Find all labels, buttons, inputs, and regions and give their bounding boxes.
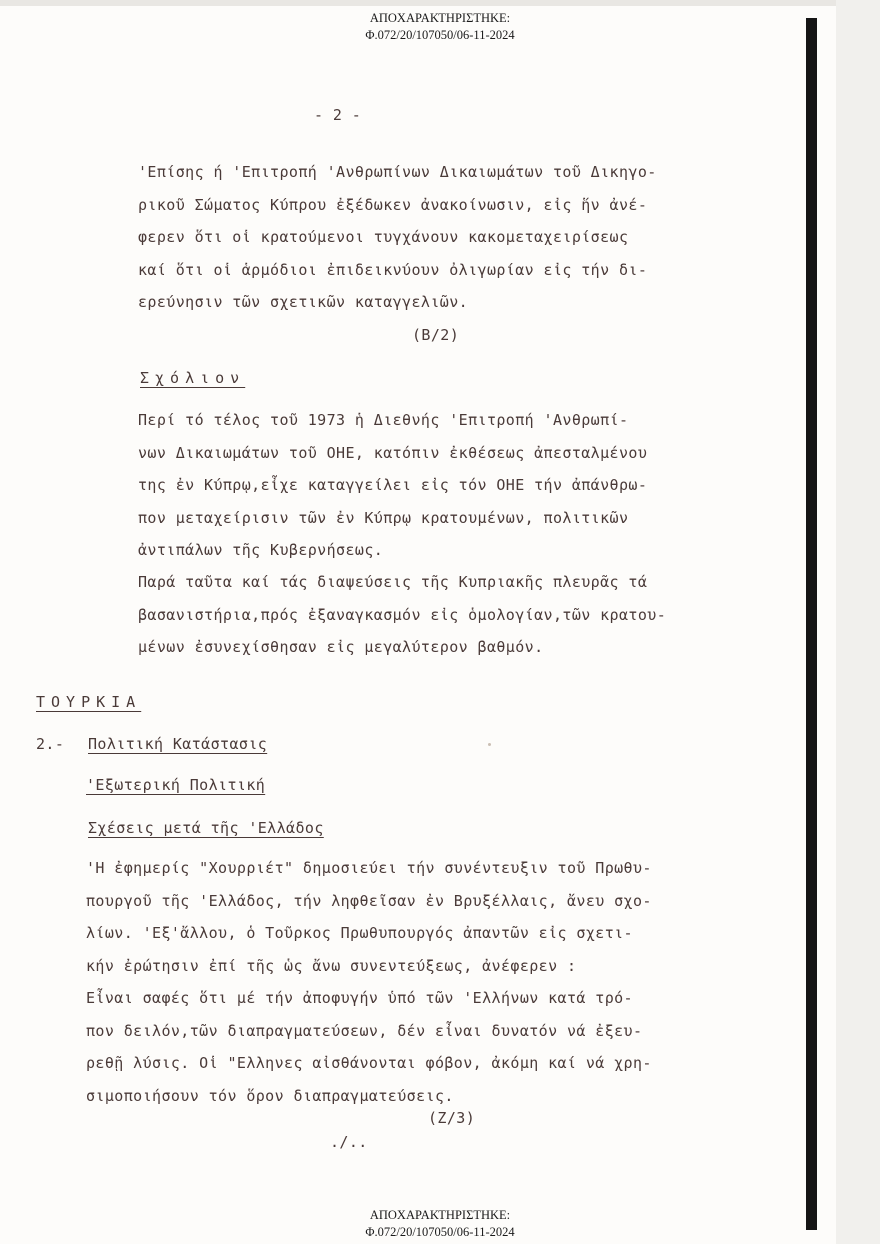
- scan-right-margin: [836, 0, 880, 1244]
- heading-scholion: Σχόλιον: [140, 369, 246, 387]
- text-line: ρεθῇ λύσις. Οἱ "Ελληνες αἰσθάνονται φόβον, ἀκόμη καί νά χρη-: [86, 1054, 652, 1072]
- declassification-stamp-bottom: [0, 1207, 880, 1241]
- text-line: φερεν ὅτι οἱ κρατούμενοι τυγχάνουν κακομεταχειρίσεως: [138, 228, 629, 246]
- paragraph-human-rights: [138, 156, 657, 319]
- text-line: ρικοῦ Σώματος Κύπρου ἐξέδωκεν ἀνακοίνωσιν, εἰς ἥν ἀνέ-: [138, 195, 648, 214]
- text-line: Εἶναι σαφές ὅτι μέ τήν ἀποφυγήν ὑπό τῶν 'Ελλήνων κατά τρό-: [86, 989, 633, 1007]
- text-line: 'Επίσης ή 'Επιτροπή 'Ανθρωπίνων Δικαιωμάτων τοῦ Δικηγο-: [138, 163, 657, 181]
- text-line: ερεύνησιν τῶν σχετικῶν καταγγελιῶν.: [138, 293, 469, 311]
- text-line: νων Δικαιωμάτων τοῦ ΟΗΕ, κατόπιν ἐκθέσεως ἀπεσταλμένου: [138, 443, 648, 462]
- paragraph-pm-quote: [86, 982, 652, 1112]
- page-number: - 2 -: [314, 106, 362, 124]
- paragraph-un-commission: [138, 404, 647, 567]
- text-line: ἀντιπάλων τῆς Κυβερνήσεως.: [138, 541, 384, 559]
- stamp-line-2: Φ.072/20/107050/06-11-2024: [365, 1225, 515, 1239]
- reference-z3: (Ζ/3): [428, 1109, 476, 1127]
- text-line: σιμοποιήσουν τόν ὅρον διαπραγματεύσεις.: [86, 1086, 454, 1105]
- text-line: μένων ἐσυνεχίσθησαν εἰς μεγαλύτερον βαθμόν.: [138, 638, 544, 656]
- scan-top-shadow: [0, 0, 880, 6]
- stamp-line-1: ΑΠΟΧΑΡΑΚΤΗΡΙΣΤΗΚΕ:: [369, 1208, 511, 1222]
- text-line: βασανιστήρια,πρός ἐξαναγκασμόν εἰς ὁμολογίαν,τῶν κρατου-: [138, 605, 667, 624]
- heading-foreign-policy: 'Εξωτερική Πολιτική: [86, 776, 266, 794]
- heading-turkey: ΤΟΥΡΚΙΑ: [36, 693, 142, 711]
- text-line: της ἐν Κύπρῳ,εἶχε καταγγείλει εἰς τόν ΟΗΕ τήν ἀπάνθρω-: [138, 476, 648, 494]
- text-line: Παρά ταῦτα καί τάς διαψεύσεις τῆς Κυπριακῆς πλευρᾶς τά: [138, 573, 648, 591]
- text-line: κήν ἐρώτησιν ἐπί τῆς ὡς ἄνω συνεντεύξεως, ἀνέφερεν :: [86, 956, 577, 975]
- text-line: πον μεταχείρισιν τῶν ἐν Κύπρῳ κρατουμένων, πολιτικῶν: [138, 508, 629, 527]
- text-line: πον δειλόν,τῶν διαπραγματεύσεων, δέν εἶναι δυνατόν νά ἐξευ-: [86, 1021, 643, 1040]
- text-line: 'Η ἐφημερίς "Χουρριέτ" δημοσιεύει τήν συνέντευξιν τοῦ Πρωθυ-: [86, 859, 652, 877]
- scan-edge-bar: [806, 18, 817, 1230]
- section-number: 2.-: [36, 735, 65, 753]
- text-line: πουργοῦ τῆς 'Ελλάδος, τήν ληφθεῖσαν ἐν Βρυξέλλαις, ἄνευ σχο-: [86, 891, 652, 910]
- declassification-stamp-top: [0, 10, 880, 44]
- text-line: λίων. 'Εξ'ἄλλου, ὁ Τοῦρκος Πρωθυπουργός ἀπαντῶν εἰς σχετι-: [86, 924, 633, 942]
- stamp-line-2: Φ.072/20/107050/06-11-2024: [365, 28, 515, 42]
- text-line: Περί τό τέλος τοῦ 1973 ἡ Διεθνής 'Επιτροπή 'Ανθρωπί-: [138, 411, 629, 429]
- text-line: καί ὅτι οἱ ἁρμόδιοι ἐπιδεικνύουν ὀλιγωρίαν εἰς τήν δι-: [138, 260, 648, 279]
- paragraph-hurriyet-interview: [86, 852, 652, 982]
- reference-b2: (Β/2): [412, 326, 460, 344]
- continuation-mark: ./..: [330, 1133, 368, 1151]
- paragraph-torture: [138, 566, 666, 664]
- scan-speck: [488, 743, 491, 746]
- stamp-line-1: ΑΠΟΧΑΡΑΚΤΗΡΙΣΤΗΚΕ:: [369, 11, 511, 25]
- heading-political-situation: Πολιτική Κατάστασις: [88, 735, 268, 753]
- heading-relations-greece: Σχέσεις μετά τῆς 'Ελλάδος: [88, 819, 324, 837]
